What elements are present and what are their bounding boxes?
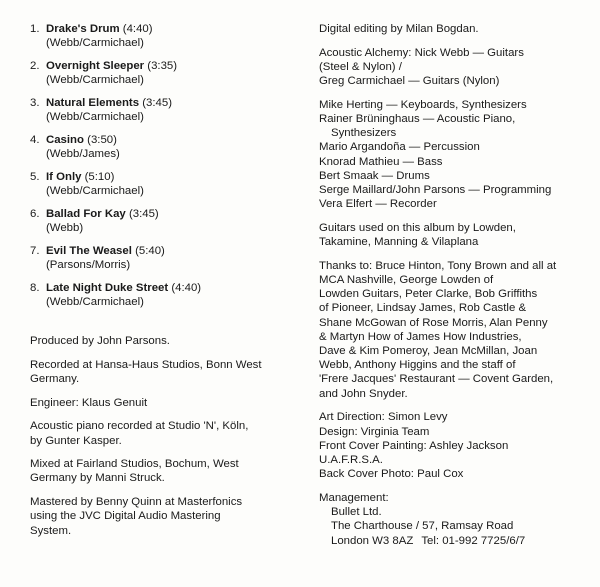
- track-time: (3:50): [87, 134, 117, 146]
- track-time: (3:45): [128, 208, 159, 220]
- mastering-credit: Mastered by Benny Quinn at Masterfonics using the JVC Digital Audio Mastering System.: [30, 496, 243, 537]
- track-number: 5.: [30, 171, 40, 183]
- track-title: Drake's Drum: [46, 23, 120, 35]
- musician-line: Mario Argandoña — Percussion: [319, 141, 480, 154]
- engineer-credit: Engineer: Klaus Genuit: [30, 396, 148, 409]
- track-title: Overnight Sleeper: [46, 60, 145, 72]
- track-number: 1.: [30, 23, 40, 35]
- right-column: [319, 22, 594, 557]
- track-item: [30, 59, 290, 87]
- track-credit: (Webb/Carmichael): [46, 37, 144, 50]
- thanks-credit: Thanks to: Bruce Hinton, Tony Brown and all at MCA Nashville, George Lowden of Lowden Guitars, Peter Clarke, Bob Griffiths of Pioneer, Lindsay James, Rob Castle & Shane McGowan of Rose Morris, Alan Penny & Martyn How of James How Industries, Dave & Kim Pomeroy, Jean McMillan, Joan Webb, Anthony Higgins and the staff of 'Frere Jacques' Restaurant — Covent Garden, and John Snyder.: [319, 259, 557, 400]
- track-item: [30, 207, 290, 235]
- track-number: 8.: [30, 282, 40, 294]
- track-title: Casino: [46, 134, 84, 146]
- track-time: (3:45): [142, 97, 172, 109]
- track-title: Ballad For Kay: [46, 208, 126, 220]
- track-credit: (Webb): [46, 222, 84, 235]
- management-city: London W3 8AZ: [331, 534, 414, 547]
- track-number: 6.: [30, 208, 40, 220]
- musician-line: Knorad Mathieu — Bass: [319, 155, 443, 168]
- recording-credit: Recorded at Hansa-Haus Studios, Bonn West Germany.: [30, 358, 262, 385]
- track-title: Evil The Weasel: [46, 245, 132, 257]
- track-number: 3.: [30, 97, 40, 109]
- track-title: If Only: [46, 171, 82, 183]
- track-credit: (Webb/James): [46, 148, 120, 161]
- musician-line: Serge Maillard/John Parsons — Programming: [319, 184, 552, 197]
- track-number: 4.: [30, 134, 40, 146]
- track-credit: (Webb/Carmichael): [46, 111, 144, 124]
- track-list: [30, 22, 290, 309]
- track-title: Late Night Duke Street: [46, 282, 169, 294]
- track-credit: (Webb/Carmichael): [46, 296, 144, 309]
- track-item: [30, 244, 290, 272]
- art-credits: Art Direction: Simon Levy Design: Virginia Team Front Cover Painting: Ashley Jackson U.A.F.R.S.A. Back Cover Photo: Paul Cox: [319, 411, 509, 481]
- band-credit: Acoustic Alchemy: Nick Webb — Guitars (Steel & Nylon) / Greg Carmichael — Guitars (Nylon): [319, 46, 524, 88]
- track-credit: (Parsons/Morris): [46, 259, 131, 272]
- producer-credit: Produced by John Parsons.: [30, 335, 170, 347]
- track-item: [30, 96, 290, 124]
- track-item: [30, 170, 290, 198]
- musician-line: Mike Herting — Keyboards, Synthesizers: [319, 98, 527, 111]
- management-name: Bullet Ltd.: [331, 506, 382, 519]
- track-title: Natural Elements: [46, 97, 140, 109]
- management-label: Management:: [319, 491, 389, 504]
- track-credit: (Webb/Carmichael): [46, 74, 144, 87]
- guitars-credit: Guitars used on this album by Lowden, Takamine, Manning & Vilaplana: [319, 221, 516, 249]
- mixing-credit: Mixed at Fairland Studios, Bochum, West Germany by Manni Struck.: [30, 458, 239, 485]
- management-address: The Charthouse / 57, Ramsay Road: [331, 520, 514, 533]
- track-time: (5:40): [135, 245, 165, 257]
- musician-line: Synthesizers: [331, 127, 397, 140]
- track-time: (4:40): [122, 23, 153, 35]
- musician-line: Rainer Brüninghaus — Acoustic Piano,: [319, 113, 516, 126]
- piano-credit: Acoustic piano recorded at Studio 'N', Köln, by Gunter Kasper.: [30, 420, 249, 447]
- track-time: (5:10): [84, 171, 115, 183]
- musician-credits: [319, 98, 594, 212]
- track-number: 7.: [30, 245, 40, 257]
- track-item: [30, 133, 290, 161]
- musician-line: Bert Smaak — Drums: [319, 169, 430, 182]
- track-number: 2.: [30, 60, 40, 72]
- management-city-tel: [319, 534, 594, 548]
- track-time: (3:35): [147, 60, 178, 72]
- musician-line: Vera Elfert — Recorder: [319, 198, 437, 211]
- track-item: [30, 22, 290, 50]
- track-time: (4:40): [171, 282, 202, 294]
- track-item: [30, 281, 290, 309]
- management-tel: Tel: 01-992 7725/6/7: [421, 534, 526, 547]
- editing-credit: Digital editing by Milan Bogdan.: [319, 23, 479, 35]
- track-credit: (Webb/Carmichael): [46, 185, 144, 198]
- management-credit: [319, 491, 594, 548]
- left-column: [30, 22, 290, 547]
